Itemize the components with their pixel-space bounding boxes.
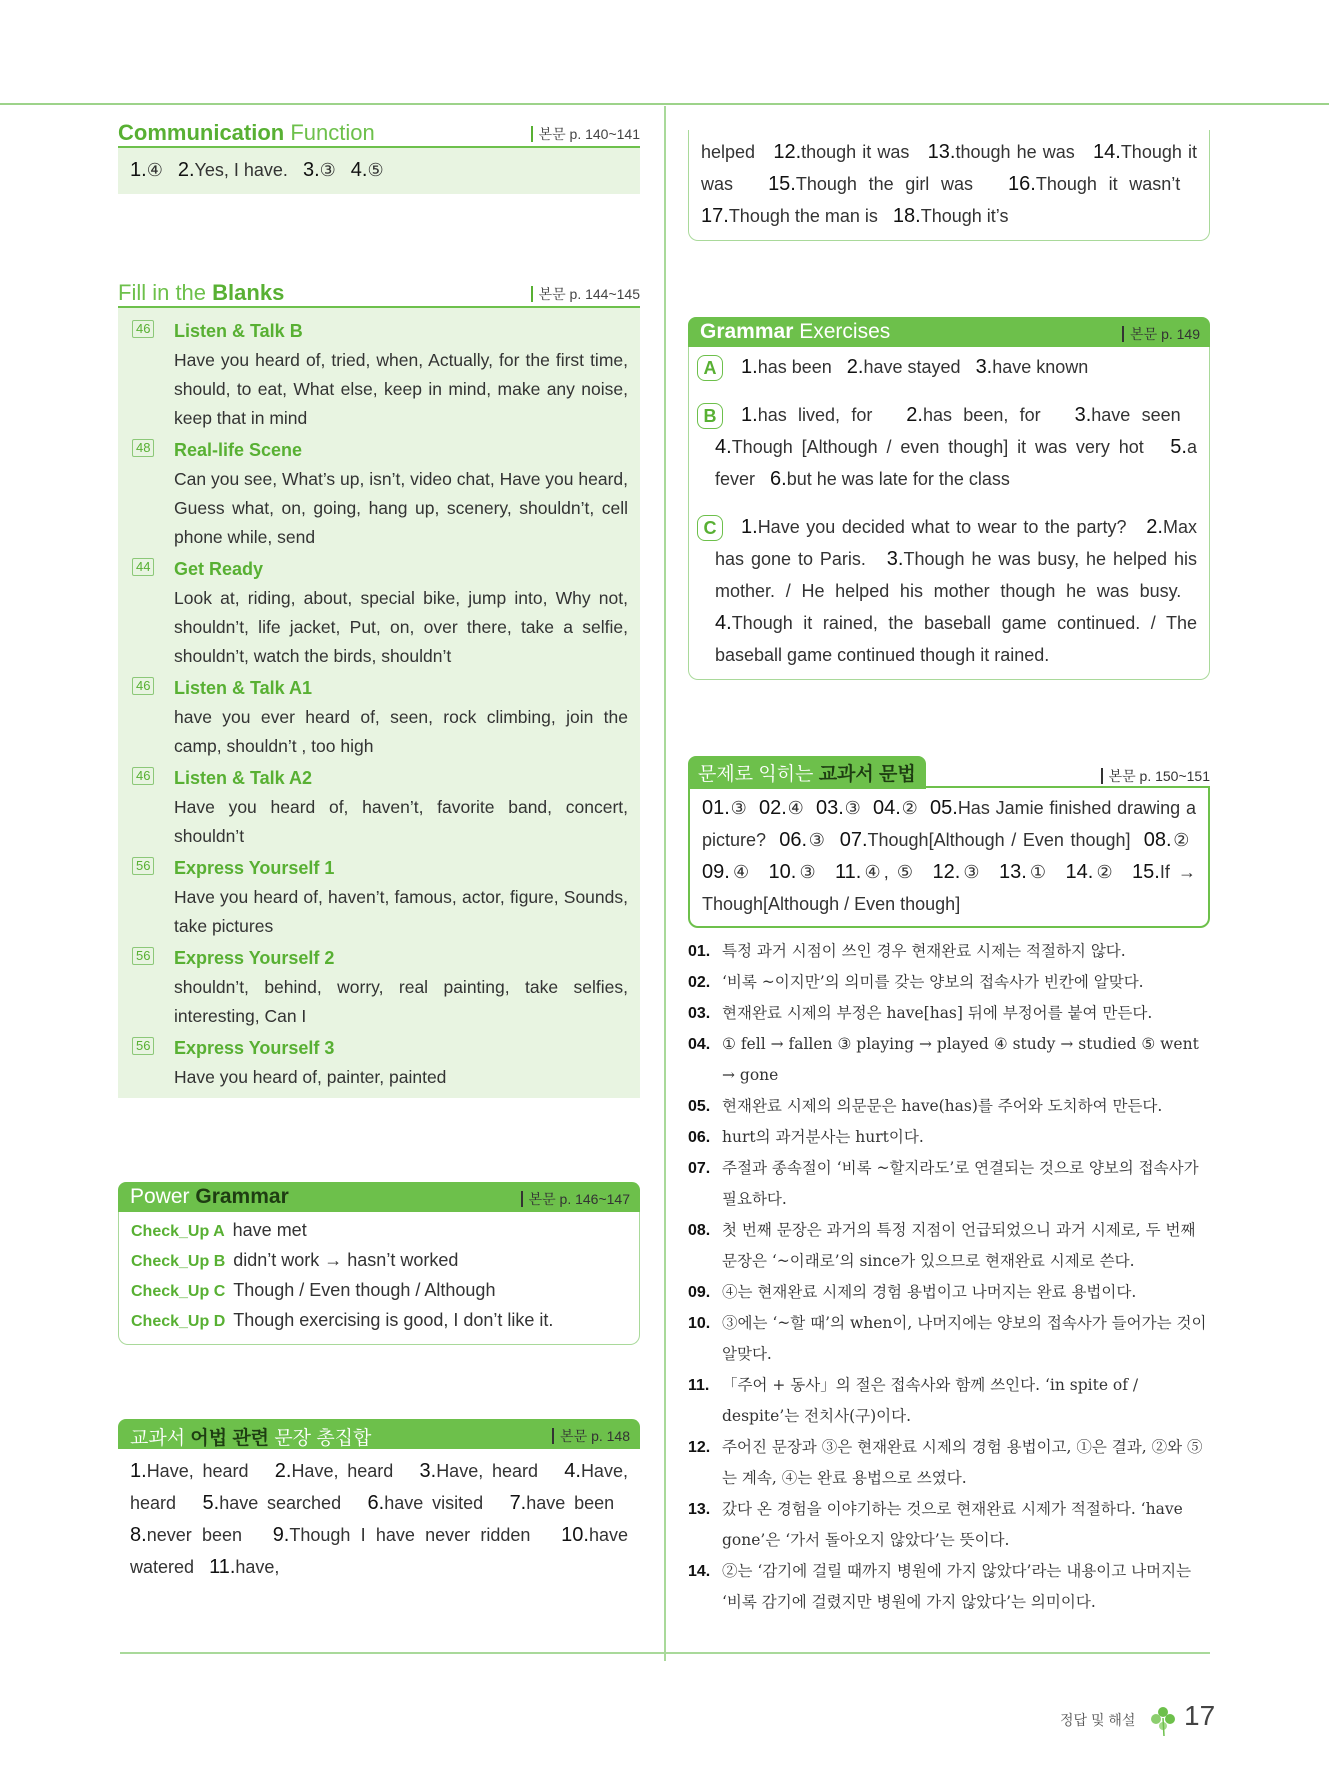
page-footer <box>1050 1694 1216 1738</box>
letter-badge-b: B <box>697 403 723 429</box>
check-up-label: Check_Up C <box>131 1283 226 1300</box>
explanation-item <box>688 1556 1210 1618</box>
answer-text: Have, heard <box>146 1461 249 1481</box>
fill-list <box>118 308 640 1098</box>
answer-text: have seen <box>1091 405 1181 425</box>
exercise-c <box>701 511 1197 671</box>
explanation-text: ③에는 ‘~할 때’의 when이, 나머지에는 양보의 접속사가 들어가는 것이 알맞다. <box>722 1314 1207 1363</box>
answer-number: 1. <box>130 159 147 181</box>
answer-text: Though it was <box>701 142 1197 194</box>
fill-item-text: Can you see, What’s up, isn’t, video chat, Have you heard, Guess what, on, going, hang up, scenery, shouldn’t, cell phone while, send <box>174 469 628 547</box>
explanation-item <box>688 1122 1210 1153</box>
answer-block <box>118 1449 640 1583</box>
page-badge: 46 <box>132 767 154 785</box>
textbook-grammar-section <box>688 756 1210 1618</box>
section-title: Exercises <box>793 320 891 343</box>
answer-text: ④, ⑤ <box>861 862 917 882</box>
answer-number: 1. <box>130 1460 147 1482</box>
answer-text: have, <box>235 1557 280 1577</box>
footer-label: 정답 및 해설 <box>1060 1712 1136 1728</box>
explanation-text: 「주어 + 동사」의 절은 접속사와 함께 쓰인다. ‘in spite of / despite’는 전치사(구)이다. <box>722 1376 1139 1425</box>
explanation-number: 07. <box>688 1160 711 1177</box>
answer-number: 2. <box>274 1460 292 1482</box>
section-title: 교과서 <box>130 1428 191 1449</box>
fill-item-label: Express Yourself 1 <box>174 858 335 878</box>
answer-number: 01. <box>702 797 730 819</box>
explanation-list <box>688 928 1210 1618</box>
page-badge: 46 <box>132 677 154 695</box>
section-title-bold: Communication <box>118 120 285 145</box>
answer-number: 2. <box>177 159 195 181</box>
answer-number: 02. <box>759 797 787 819</box>
answer-continuation-box <box>688 130 1210 241</box>
explanation-number: 14. <box>688 1563 711 1580</box>
fill-item-text: shouldn’t, behind, worry, real painting, take selfies, interesting, Can I <box>174 977 628 1026</box>
check-up-text: have met <box>232 1220 307 1240</box>
fill-item-text: Look at, riding, about, special bike, jump into, Why not, shouldn’t, life jacket, Put, on, over there, take a selfie, shouldn’t, watch the birds, shouldn’t <box>174 588 628 666</box>
answer-text: has been <box>757 357 832 377</box>
left-column <box>118 118 640 1583</box>
fill-item-label: Listen & Talk A1 <box>174 678 313 698</box>
answer-text: ② <box>1171 830 1191 850</box>
check-up-label: Check_Up D <box>131 1313 226 1330</box>
answer-number: 3. <box>302 159 320 181</box>
section-title: Power <box>130 1185 196 1208</box>
answer-number: 5. <box>202 1492 220 1514</box>
answer-text: though it was <box>801 142 910 162</box>
answer-row <box>118 148 640 194</box>
fill-item-label: Real-life Scene <box>174 440 303 460</box>
fill-item-label: Express Yourself 3 <box>174 1038 335 1058</box>
answer-number: 6. <box>367 1492 385 1514</box>
answer-text: Have, heard <box>291 1461 394 1481</box>
answer-number: 3. <box>886 548 904 570</box>
answer-text: ③ <box>843 798 862 818</box>
explanation-text: 갔다 온 경험을 이야기하는 것으로 현재완료 시제가 적절하다. ‘have gone’은 ‘가서 돌아오지 않았다’는 뜻이다. <box>722 1500 1183 1549</box>
answer-text: ② <box>900 798 919 818</box>
answer-number: 08. <box>1143 829 1172 851</box>
exercise-box <box>688 347 1210 680</box>
answer-text: ④ <box>786 798 805 818</box>
answer-text: have searched <box>219 1493 342 1513</box>
fill-item <box>118 943 640 1031</box>
page-badge: 48 <box>132 439 154 457</box>
answer-text: Yes, I have. <box>194 160 288 180</box>
answer-text: has lived, for <box>757 405 873 425</box>
explanation-text: hurt의 과거분사는 hurt이다. <box>722 1128 924 1146</box>
explanation-item <box>688 1370 1210 1432</box>
answer-text: though he was <box>955 142 1075 162</box>
answer-number: 15. <box>1132 861 1160 883</box>
explanation-text: ‘비록 ~이지만’의 의미를 갖는 양보의 접속사가 빈칸에 알맞다. <box>722 973 1144 991</box>
answer-number: 14. <box>1065 861 1094 883</box>
answer-number: 4. <box>715 436 732 458</box>
explanation-number: 01. <box>688 943 711 960</box>
answer-text: Has Jamie finished drawing a picture? <box>702 798 1196 850</box>
answer-number: 4. <box>564 1460 581 1482</box>
answer-number: 10. <box>561 1524 589 1546</box>
fill-item-text: Have you heard of, haven’t, favorite band, concert, shouldn’t <box>174 797 628 846</box>
answer-text: have watered <box>130 1525 628 1577</box>
answer-text: Have you decided what to wear to the party? <box>757 517 1127 537</box>
section-title-bold: Blanks <box>212 280 285 305</box>
answer-text: Have, heard <box>436 1461 538 1481</box>
answer-text: have known <box>992 357 1089 377</box>
explanation-item <box>688 1029 1210 1091</box>
answer-number: 10. <box>768 861 797 883</box>
fill-item <box>118 316 640 433</box>
page-reference: 본문 p. 146~147 <box>521 1189 630 1209</box>
fill-item-text: Have you heard of, haven’t, famous, actor, figure, Sounds, take pictures <box>174 887 628 936</box>
answer-text: never been <box>146 1525 242 1545</box>
explanation-text: ④는 현재완료 시제의 경험 용법이고 나머지는 완료 용법이다. <box>722 1283 1137 1301</box>
explanation-number: 11. <box>688 1377 710 1394</box>
answer-box <box>688 786 1210 928</box>
fill-item-label: Express Yourself 2 <box>174 948 335 968</box>
fill-item-label: Get Ready <box>174 559 264 579</box>
page-badge: 56 <box>132 947 154 965</box>
check-up-item <box>119 1216 639 1246</box>
answer-number: 13. <box>998 861 1027 883</box>
explanation-item <box>688 1277 1210 1308</box>
power-grammar-section <box>118 1182 640 1345</box>
answer-number: 2. <box>906 404 923 426</box>
answer-number: 16. <box>1008 173 1036 195</box>
explanation-text: 주어진 문장과 ③은 현재완료 시제의 경험 용법이고, ①은 결과, ②와 ⑤는 계속, ④는 완료 용법으로 쓰였다. <box>722 1438 1203 1487</box>
explanation-item <box>688 1308 1210 1370</box>
check-up-text: didn’t work → hasn’t worked <box>233 1250 459 1270</box>
answer-number: 3. <box>975 356 993 378</box>
fill-item <box>118 1033 640 1092</box>
explanation-item <box>688 1432 1210 1494</box>
exercise-a-answers <box>715 351 1197 383</box>
letter-badge-c: C <box>697 515 723 541</box>
answer-number: 17. <box>701 205 729 227</box>
page-reference: 본문 p. 150~151 <box>1101 766 1210 786</box>
answer-text: Though it’s <box>920 206 1009 226</box>
section-tab <box>688 756 926 789</box>
check-up-item <box>119 1246 639 1276</box>
explanation-number: 09. <box>688 1284 711 1301</box>
check-up-label: Check_Up A <box>131 1223 225 1240</box>
textbook-sentences-section <box>118 1419 640 1583</box>
leaf-icon <box>1148 1704 1178 1736</box>
explanation-number: 03. <box>688 1005 711 1022</box>
answer-text: has been, for <box>922 405 1041 425</box>
answer-text: have stayed <box>863 357 961 377</box>
answer-text: Though[Although / Even though] <box>867 830 1131 850</box>
answer-number: 2. <box>846 356 864 378</box>
answer-text: have been <box>526 1493 615 1513</box>
fill-item <box>118 763 640 851</box>
answer-text: Though I have never ridden <box>289 1525 531 1545</box>
exercise-c-answers <box>715 511 1197 671</box>
answer-number: 12. <box>773 141 802 163</box>
answer-number: 4. <box>350 159 368 181</box>
page-badge: 56 <box>132 1037 154 1055</box>
answer-text: ⑤ <box>367 160 384 180</box>
explanation-item <box>688 936 1210 967</box>
page-reference: 본문 p. 149 <box>1122 324 1200 344</box>
answer-text: ③ <box>807 830 827 850</box>
answer-number: 12. <box>932 861 961 883</box>
page-badge: 44 <box>132 558 154 576</box>
check-up-label: Check_Up B <box>131 1253 226 1270</box>
section-title-tail: 문장 총집합 <box>269 1428 372 1449</box>
answer-number: 15. <box>768 173 796 195</box>
answer-text: ③ <box>319 160 336 180</box>
letter-badge-a: A <box>697 355 723 381</box>
answer-number: 11. <box>835 861 862 883</box>
right-column <box>688 130 1210 1618</box>
explanation-text: 현재완료 시제의 부정은 have[has] 뒤에 부정어를 붙여 만든다. <box>722 1004 1153 1022</box>
exercise-b <box>701 399 1197 495</box>
answer-text: Though the girl was <box>795 174 973 194</box>
answer-number: 1. <box>741 516 758 538</box>
answer-text: Though [Although / even though] it was very hot <box>731 437 1144 457</box>
answer-text: a fever <box>715 437 1197 489</box>
answer-number: 2. <box>1146 516 1163 538</box>
answer-number: 14. <box>1093 141 1121 163</box>
explanation-text: ②는 ‘감기에 걸릴 때까지 병원에 가지 않았다’라는 내용이고 나머지는 ‘비록 감기에 걸렸지만 병원에 가지 않았다’는 의미이다. <box>722 1562 1192 1611</box>
answer-number: 11. <box>209 1556 236 1578</box>
explanation-number: 04. <box>688 1036 711 1053</box>
explanation-number: 06. <box>688 1129 711 1146</box>
answer-number: 5. <box>1170 436 1187 458</box>
explanation-item <box>688 967 1210 998</box>
answer-number: 9. <box>272 1524 290 1546</box>
answer-text: ① <box>1026 862 1050 882</box>
fill-item <box>118 673 640 761</box>
answer-text: ④ <box>146 160 163 180</box>
top-rule <box>0 103 1329 105</box>
answer-number: 03. <box>816 797 844 819</box>
explanation-number: 02. <box>688 974 711 991</box>
fill-item <box>118 435 640 552</box>
answer-text: have visited <box>384 1493 484 1513</box>
grammar-exercises-section <box>688 317 1210 680</box>
explanation-number: 13. <box>688 1501 711 1518</box>
answer-number: 05. <box>930 797 958 819</box>
page-reference: 본문 p. 144~145 <box>531 284 640 304</box>
answer-number: 1. <box>741 356 758 378</box>
answer-number: 3. <box>419 1460 437 1482</box>
section-title: Fill in the <box>118 280 213 305</box>
fill-item <box>118 554 640 671</box>
fill-item-text: Have you heard of, painter, painted <box>174 1067 447 1087</box>
check-up-text: Though / Even though / Although <box>233 1280 496 1300</box>
exercise-a <box>701 351 1197 383</box>
section-title-bold: 교과서 문법 <box>818 764 916 785</box>
check-up-text: Though exercising is good, I don’t like it. <box>233 1310 554 1330</box>
page-number: 17 <box>1184 1700 1216 1731</box>
answer-text: Though it wasn’t <box>1035 174 1181 194</box>
fill-in-blanks-section <box>118 278 640 1098</box>
answer-number: 07. <box>839 829 868 851</box>
explanation-text: 주절과 종속절이 ‘비록 ~할지라도’로 연결되는 것으로 양보의 접속사가 필요하다. <box>722 1159 1199 1208</box>
exercise-b-answers <box>715 399 1197 495</box>
explanation-number: 10. <box>688 1315 711 1332</box>
section-title-bold: 어법 관련 <box>190 1428 270 1449</box>
answer-number: 18. <box>892 205 921 227</box>
answer-number: 1. <box>741 404 758 426</box>
page-reference: 본문 p. 148 <box>552 1426 630 1446</box>
column-divider <box>664 106 666 1661</box>
fill-item-text: have you ever heard of, seen, rock climbing, join the camp, shouldn’t , too high <box>174 707 628 756</box>
communication-function-section <box>118 118 640 194</box>
explanation-number: 12. <box>688 1439 711 1456</box>
section-title-bold: Grammar <box>700 320 794 343</box>
answer-text: ② <box>1093 862 1116 882</box>
answer-number: 13. <box>927 141 956 163</box>
answer-number: 04. <box>873 797 901 819</box>
answer-number: 06. <box>779 829 808 851</box>
explanation-item <box>688 1494 1210 1556</box>
answer-text: Though he was busy, he helped his mother. / He helped his mother though he was busy. <box>715 549 1197 601</box>
fill-item-label: Listen & Talk B <box>174 321 303 341</box>
explanation-text: 첫 번째 문장은 과거의 특정 지점이 언급되었으니 과거 시제로, 두 번째 문장은 ‘~이래로’의 since가 있으므로 현재완료 시제로 쓴다. <box>722 1221 1196 1270</box>
explanation-number: 08. <box>688 1222 711 1239</box>
answer-text: Max has gone to Paris. <box>715 517 1197 569</box>
answer-number: 6. <box>770 468 787 490</box>
explanation-item <box>688 1215 1210 1277</box>
answer-text: If → Though[Although / Even though] <box>702 862 1196 914</box>
fill-item-label: Listen & Talk A2 <box>174 768 313 788</box>
explanation-text: ① fell → fallen ③ playing → played ④ study → studied ⑤ went → gone <box>722 1035 1199 1084</box>
answer-text: Have, heard <box>130 1461 628 1513</box>
page-reference: 본문 p. 140~141 <box>531 124 640 144</box>
answer-number: 8. <box>130 1524 147 1546</box>
answer-text: Though the man is <box>728 206 878 226</box>
explanation-text: 현재완료 시제의 의문문은 have(has)를 주어와 도치하여 만든다. <box>722 1097 1163 1115</box>
answer-text: Though it rained, the baseball game continued. / The baseball game continued though it rained. <box>715 613 1197 665</box>
section-title: Function <box>284 120 375 145</box>
answer-text: ③ <box>796 862 819 882</box>
page-badge: 46 <box>132 320 154 338</box>
answer-text: but he was late for the class <box>786 469 1010 489</box>
answer-number: 09. <box>702 861 730 883</box>
explanation-text: 특정 과거 시점이 쓰인 경우 현재완료 시제는 적절하지 않다. <box>722 942 1126 960</box>
answer-number: 4. <box>715 612 732 634</box>
answer-number: 7. <box>509 1492 527 1514</box>
answer-text: ④ <box>729 862 753 882</box>
answer-text: ③ <box>729 798 748 818</box>
explanation-item <box>688 1091 1210 1122</box>
section-title-bold: Grammar <box>195 1185 289 1208</box>
check-list <box>118 1212 640 1345</box>
bottom-rule <box>120 1652 1210 1654</box>
explanation-number: 05. <box>688 1098 711 1115</box>
answer-number: 3. <box>1074 404 1092 426</box>
fill-item <box>118 853 640 941</box>
check-up-item <box>119 1306 639 1336</box>
answer-text: ③ <box>960 862 983 882</box>
fill-item-text: Have you heard of, tried, when, Actually, for the first time, should, to eat, What else, keep in mind, make any noise, keep that in mind <box>174 350 628 428</box>
explanation-item <box>688 1153 1210 1215</box>
answer-text: helped <box>701 142 756 162</box>
section-title: 문제로 익히는 <box>698 764 819 785</box>
check-up-item <box>119 1276 639 1306</box>
explanation-item <box>688 998 1210 1029</box>
page-badge: 56 <box>132 857 154 875</box>
